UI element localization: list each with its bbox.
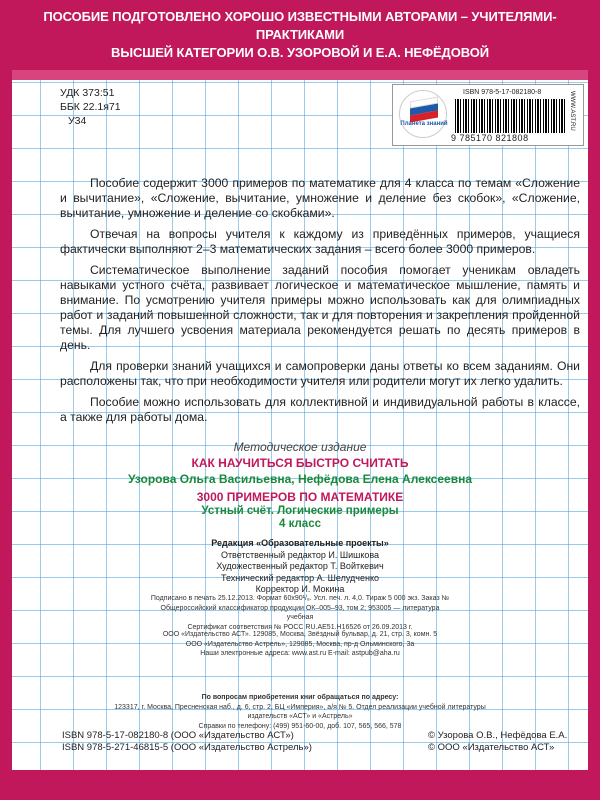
bottom-stripe <box>0 770 600 800</box>
isbn-ast: ISBN 978-5-17-082180-8 (ООО «Издательство АСТ») <box>62 730 294 741</box>
copyright-publisher: © ООО «Издательство АСТ» <box>428 742 555 753</box>
editorial-dept: Редакция «Образовательные проекты» <box>211 538 389 548</box>
print-info-line-1: Подписано в печать 25.12.2013. Формат 60х90¹/₈. Усл. печ. л. 4,0. Тираж 5 000 экз. Заказ № <box>150 595 450 602</box>
purchase-phone: Справки по телефону: (499) 951-60-00, доб. 107, 565, 566, 578 <box>198 722 402 730</box>
editor-3: Технический редактор А. Шелудченко <box>221 572 379 583</box>
purchase-info <box>110 693 490 731</box>
flag-icon <box>410 99 438 121</box>
isbn-top-label: ISBN 978-5-17-082180-8 <box>463 89 542 96</box>
planeta-znaniy-logo <box>399 90 447 138</box>
paragraph-4: Для проверки знаний учащихся и самопроверки даны ответы ко всем заданиям. Они расположены так, что при необходимости учителя или родители могут их легко удалить. <box>60 359 580 388</box>
bbk-code: ББК 22.1я71 <box>60 101 121 113</box>
paragraph-2: Отвечая на вопросы учителя к каждому из приведённых примеров, учащиеся фактически выполняют 2–3 математических задания – всего более 3000 примеров. <box>60 227 580 256</box>
paragraph-3: Систематическое выполнение заданий пособия помогает ученикам овладеть навыками устного счёта, развивает логическое и математическое мышление, память и внимание. По усмотрению учителя примеры можно использовать как для олимпиадных работ и заданий повышенной сложности, так и для повторения и закрепления пройденной темы. Для лучшего усвоения материала рекомендуется решать по десять примеров в день. <box>60 263 580 352</box>
publisher-1: ООО «Издательство АСТ». 129085, Москва, Звёздный бульвар, д. 21, стр. 3, комн. 5 <box>162 631 438 638</box>
website-label: WWW.AST.RU <box>569 91 575 131</box>
book-subtitle-2: Устный счёт. Логические примеры <box>201 505 399 517</box>
book-subtitle: 3000 ПРИМЕРОВ ПО МАТЕМАТИКЕ <box>196 490 404 504</box>
publisher-emails: Наши электронные адреса: www.ast.ru E-mail: astpub@aha.ru <box>200 650 400 657</box>
editor-4: Корректор И. Мокина <box>255 584 345 594</box>
print-info-line-2: Общероссийский классификатор продукции ОК–005–93, том 2; 953005 — литература учебная <box>160 604 440 621</box>
editor-1: Ответственный редактор И. Шишкова <box>220 549 380 560</box>
logo-text: Планета знаний <box>400 121 448 127</box>
publisher-2: ООО «Издательство Астрель», 129085, Москва, пр-д Ольминского, 3а <box>185 640 415 648</box>
purchase-heading: По вопросам приобретения книг обращаться по адресу: <box>201 694 399 701</box>
page-top-stripe <box>12 70 588 80</box>
print-info-line-3: Сертификат соответствия № РОСС RU.AE51.H16526 от 26.09.2013 г. <box>187 623 413 631</box>
isbn-box <box>392 84 584 146</box>
barcode-number: 9 785170 821808 <box>451 133 529 143</box>
description-text <box>60 176 580 431</box>
edition-type: Методическое издание <box>233 440 367 454</box>
book-title: КАК НАУЧИТЬСЯ БЫСТРО СЧИТАТЬ <box>191 456 409 470</box>
author-code: У34 <box>68 115 87 127</box>
classification-codes <box>60 86 121 128</box>
udk-code: УДК 373:51 <box>60 87 115 99</box>
editor-2: Художественный редактор Т. Войткевич <box>216 561 384 571</box>
publishers-info <box>150 630 450 659</box>
paragraph-5: Пособие можно использовать для коллективной и индивидуальной работы в классе, а также для работы дома. <box>60 395 580 424</box>
editors-block <box>160 538 440 596</box>
print-info <box>150 594 450 632</box>
paragraph-1: Пособие содержит 3000 примеров по математике для 4 класса по темам «Сложение и вычитание», «Сложение, вычитание, умножение и деление без скобок», «Сложение, вычитание, умножение и деление со скобками». <box>60 176 580 220</box>
book-authors: Узорова Ольга Васильевна, Нефёдова Елена Алексеевна <box>127 472 473 486</box>
isbn-list <box>62 730 312 754</box>
barcode-icon <box>455 99 567 133</box>
banner-line-2: ВЫСШЕЙ КАТЕГОРИИ О.В. УЗОРОВОЙ И Е.А. НЕФЁДОВОЙ <box>111 45 489 60</box>
top-banner <box>0 0 600 58</box>
banner-line-1: ПОСОБИЕ ПОДГОТОВЛЕНО ХОРОШО ИЗВЕСТНЫМИ АВТОРАМИ – УЧИТЕЛЯМИ-ПРАКТИКАМИ <box>43 9 557 42</box>
copyright-block <box>428 730 567 754</box>
purchase-address: 123317, г. Москва, Пресненская наб., д. 6, стр. 2, БЦ «Империя», а/я № 5. Отдел реализации учебной литературы издательств «АСТ» и «Астрель» <box>114 703 486 720</box>
copyright-authors: © Узорова О.В., Нефёдова Е.А. <box>428 730 568 741</box>
isbn-astrel: ISBN 978-5-271-46815-5 (ООО «Издательство Астрель») <box>62 742 312 753</box>
book-grade: 4 класс <box>279 518 321 530</box>
